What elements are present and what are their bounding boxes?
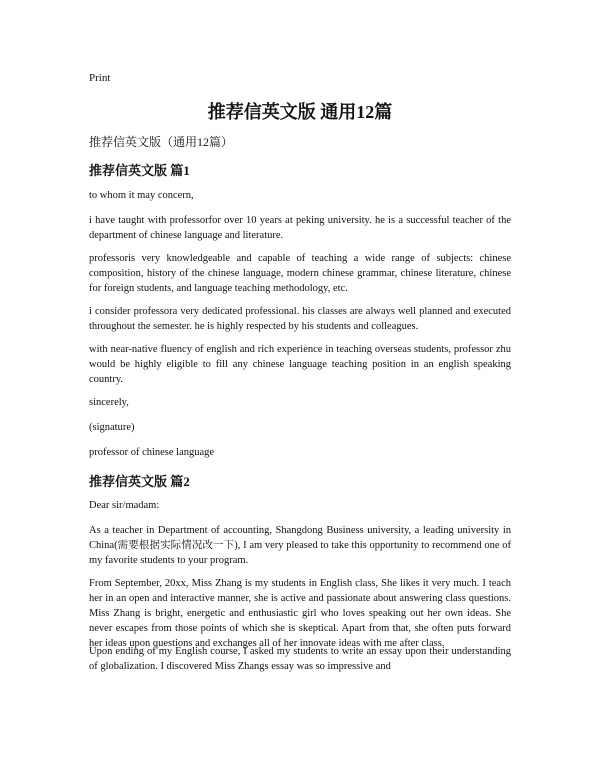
s1-paragraph: i have taught with professorfor over 10 years at peking university. he is a successful teacher of the department of chinese language and literature. [89, 215, 511, 241]
section-2-heading: 推荐信英文版 篇2 [89, 474, 190, 489]
s1-paragraph: with near-native fluency of english and rich experience in teaching overseas students, professor zhu would be highly eligible to fill any chinese language teaching position in an english speaking country. [89, 344, 511, 385]
page-title: 推荐信英文版 通用12篇 [207, 102, 393, 122]
s1-signer-title: professor of chinese language [89, 447, 215, 458]
s2-greeting: Dear sir/madam: [89, 500, 160, 511]
s1-signature: (signature) [89, 422, 135, 433]
s2-paragraph: Upon ending of my English course, I asked my students to write an essay upon their understanding of globalization. I discovered Miss Zhangs essay was so impressive and [89, 646, 511, 672]
s1-closing: sincerely, [89, 397, 129, 408]
print-label[interactable]: Print [89, 72, 111, 84]
s1-paragraph: professoris very knowledgeable and capable of teaching a wide range of subjects: chinese composition, history of the chinese language, modern chinese grammar, chinese literature, chinese for foreign students, and language teaching methodology, etc. [89, 253, 511, 294]
page-subtitle: 推荐信英文版（通用12篇） [89, 135, 234, 149]
s2-paragraph: As a teacher in Department of accounting, Shangdong Business university, a leading university in China(需要根据实际情况改一下), I am very pleased to take this opportunity to recommend one of my favorite students to your program. [89, 525, 511, 566]
s1-paragraph: i consider professora very dedicated professional. his classes are always well planned and executed throughout the semester. he is highly respected by his students and colleagues. [89, 306, 511, 332]
s1-paragraph: to whom it may concern, [89, 190, 194, 201]
section-1-heading: 推荐信英文版 篇1 [89, 163, 190, 178]
s2-paragraph: From September, 20xx, Miss Zhang is my students in English class, She likes it very much. I teach her in an open and interactive manner, she is active and passionate about answering class questions. Miss Zhang is bright, energetic and enthusiastic girl who loves speaking out her own ideas. She never escapes from those points of which she is skeptical. Apart from that, she often puts forward her ideas upon questions and exchanges all of her innovate ideas with me after class. [89, 578, 511, 649]
